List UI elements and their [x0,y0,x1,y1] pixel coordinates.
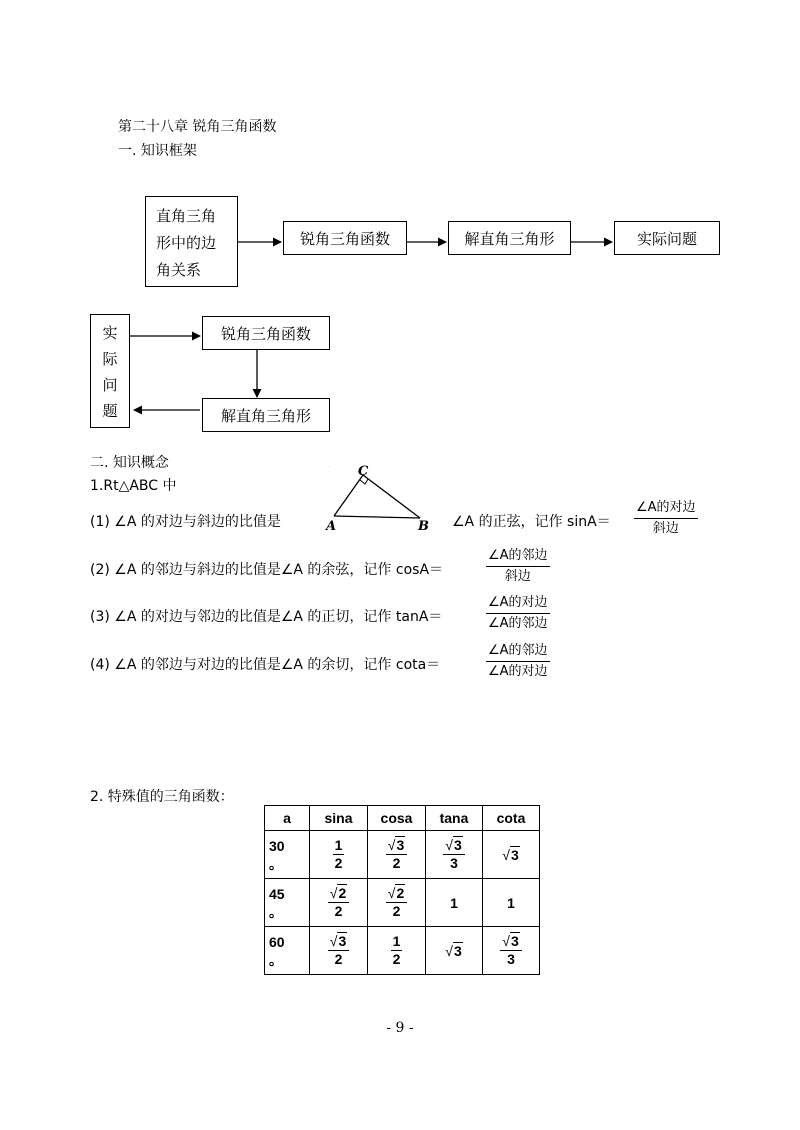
def-4-denominator: ∠A的对边 [488,664,548,679]
header-cota: cota [483,806,540,831]
def-1-text: (1) ∠A 的对边与斜边的比值是 [90,514,281,530]
tan-60: √3 [426,927,483,975]
def-1-denominator: 斜边 [652,521,679,536]
table-header-row [265,806,540,831]
def-3-numerator: ∠A的对边 [486,594,550,614]
def-1-numerator: ∠A的对边 [634,499,698,519]
header-cosa: cosa [368,806,426,831]
angle-30: 30 。 [265,831,310,879]
def-2-text: (2) ∠A 的邻边与斜边的比值是∠A 的余弦，记作 cosA＝ [90,562,444,578]
def-4-numerator: ∠A的邻边 [486,642,550,662]
triangle-figure [320,462,440,534]
table-row-30 [265,831,540,879]
tan-30: $\frac{√3}{3}$ [426,831,483,879]
def-3-fraction [486,594,550,633]
def-4-fraction [486,642,550,681]
vertex-a-label: A [326,519,337,534]
special-values-table [264,805,540,975]
def-1-tail: ∠A 的正弦，记作 sinA＝ [452,514,611,530]
cos-30: $\frac{√3}{2}$ [368,831,426,879]
svg-text:.: . [328,464,329,468]
header-tana: tana [426,806,483,831]
box1-line-3: 角关系 [156,261,202,279]
flow-box-acute-trig: 锐角三角函数 [283,221,407,255]
chapter-title: 第二十八章 锐角三角函数 [118,119,277,135]
def-3-text: (3) ∠A 的对边与邻边的比值是∠A 的正切，记作 tanA＝ [90,609,443,625]
box1-line-2: 形中的边 [156,234,217,252]
section-2-title: 二. 知识概念 [90,455,169,471]
section-1-title: 一. 知识框架 [118,143,197,159]
flow-box-right-triangle-relations [145,196,238,287]
def-4-text: (4) ∠A 的邻边与对边的比值是∠A 的余切，记作 cota＝ [90,657,441,673]
page-number: - 9 - [386,1020,414,1036]
flow-box-solve-right-triangle: 解直角三角形 [448,221,571,255]
cot-30: √3 [483,831,540,879]
vertical-char-2: 际 [102,349,118,368]
cos-45: $\frac{√2}{2}$ [368,879,426,927]
flow2-box-practical-problems [90,314,130,428]
vertex-b-label: B [418,519,429,534]
table-row-45 [265,879,540,927]
table-title: 2. 特殊值的三角函数： [90,789,234,805]
angle-60: 60 。 [265,927,310,975]
flow2-box-acute-trig: 锐角三角函数 [202,316,330,350]
def-2-numerator: ∠A的邻边 [486,547,550,567]
def-3-denominator: ∠A的邻边 [488,616,548,631]
vertical-char-4: 题 [102,401,118,420]
def-1-fraction [634,499,698,538]
cot-45: 1 [483,879,540,927]
header-sina: sina [310,806,368,831]
cot-60: $\frac{√3}{3}$ [483,927,540,975]
header-a: a [265,806,310,831]
box1-line-1: 直角三角 [156,207,217,225]
table-row-60 [265,927,540,975]
cos-60: $\frac{1}{2}$ [368,927,426,975]
sin-30: $\frac{1}{2}$ [310,831,368,879]
concept-intro: 1.Rt△ABC 中 [90,478,177,494]
flow2-box-solve-right-triangle: 解直角三角形 [202,398,330,432]
def-2-denominator: 斜边 [504,569,531,584]
vertical-char-1: 实 [102,323,118,342]
flow-box-practical-problems: 实际问题 [614,221,720,255]
def-2-fraction [486,547,550,586]
angle-45: 45 。 [265,879,310,927]
sin-60: $\frac{√3}{2}$ [310,927,368,975]
sin-45: $\frac{√2}{2}$ [310,879,368,927]
vertex-c-label: C [358,464,369,479]
vertical-char-3: 问 [102,375,118,394]
tan-45: 1 [426,879,483,927]
